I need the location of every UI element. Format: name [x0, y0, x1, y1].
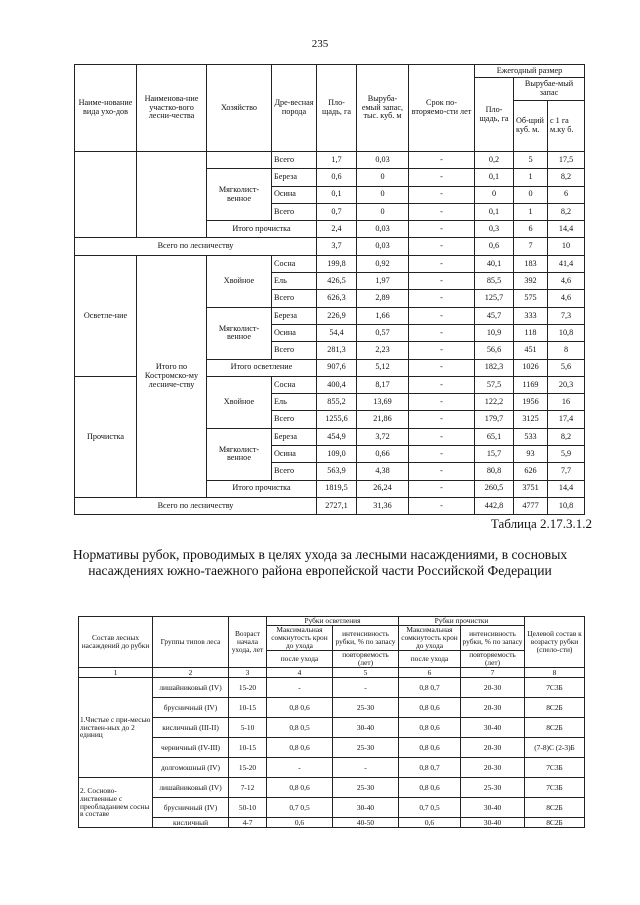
cell: 563,9 [317, 463, 357, 480]
cell: Осина [272, 324, 317, 341]
cell: - [409, 186, 475, 203]
cell: Всего [272, 411, 317, 428]
cell: лишайниковый (IV) [153, 778, 229, 798]
cell: 13,69 [357, 394, 409, 411]
cell: Итого прочистка [207, 480, 317, 497]
cell: 1956 [514, 394, 548, 411]
cell: 30-40 [333, 798, 399, 818]
cell: Всего [272, 152, 317, 169]
header-osvetlenie: Рубки осветления [267, 617, 399, 626]
cell: 1255,6 [317, 411, 357, 428]
cell: 426,5 [317, 273, 357, 290]
cell: 4,6 [548, 290, 585, 307]
cell: 3,7 [317, 238, 357, 255]
header-farm: Хозяйство [207, 65, 272, 152]
cell: 0,03 [357, 152, 409, 169]
cell: 7,7 [548, 463, 585, 480]
cell: 14,4 [548, 480, 585, 497]
header-type: Наиме-нование вида ухо-дов [75, 65, 137, 152]
cell: долгомошный (IV) [153, 758, 229, 778]
cell: 626,3 [317, 290, 357, 307]
header-volume: Выруба-емый запас, тыс. куб. м [357, 65, 409, 152]
header-species: Дре-весная порода [272, 65, 317, 152]
cell: - [409, 169, 475, 186]
cell: 65,1 [475, 428, 514, 445]
cell: 10,8 [548, 324, 585, 341]
cell: - [409, 238, 475, 255]
header-annual-volume: Вырубае-мый запас [514, 78, 585, 101]
cell: 451 [514, 342, 548, 359]
cell: 199,8 [317, 255, 357, 272]
cell: 8С2Б [525, 798, 585, 818]
cell: 93 [514, 446, 548, 463]
cell: 0,8 0,6 [267, 778, 333, 798]
cell: 0,92 [357, 255, 409, 272]
table-row [79, 798, 585, 818]
cell: - [409, 221, 475, 238]
cell: - [409, 376, 475, 393]
cell: 6 [548, 186, 585, 203]
cell: 400,4 [317, 376, 357, 393]
cell: 7,3 [548, 307, 585, 324]
cell: 45,7 [475, 307, 514, 324]
cell: черничный (IV-III) [153, 738, 229, 758]
cell: 0,6 [475, 238, 514, 255]
cell: 454,9 [317, 428, 357, 445]
group-2-label: 2. Сосново-лиственные с преобладанием сосны в составе [79, 778, 153, 828]
cell: 0 [357, 203, 409, 220]
cell: 0,2 [475, 152, 514, 169]
cell: Хвойное [207, 255, 272, 307]
cell: 3,72 [357, 428, 409, 445]
cell: 281,3 [317, 342, 357, 359]
cell: 25-30 [333, 698, 399, 718]
header-total-m3: Об-щий куб. м. [514, 101, 548, 152]
cell: 8С2Б [525, 818, 585, 828]
cell: 0 [357, 169, 409, 186]
table-row [79, 698, 585, 718]
header-max-density-2: Максимальная сомкнутость крон до ухода [399, 626, 461, 651]
cell: 182,3 [475, 359, 514, 376]
cell: 30-40 [333, 718, 399, 738]
cell: 54,4 [317, 324, 357, 341]
cell: Осветле-ние [75, 255, 137, 376]
table-row [79, 778, 585, 798]
cell: 1,97 [357, 273, 409, 290]
header-after-1: после ухода [267, 651, 333, 668]
cell: кисличный (III-II) [153, 718, 229, 738]
cell: 15-20 [229, 678, 267, 698]
group-1-label: 1.Чистые с при-месью листвен-ных до 2 единиц [79, 678, 153, 778]
cell: 41,4 [548, 255, 585, 272]
table-title: Нормативы рубок, проводимых в целях ухода за лесными насаждениями, в сосновых насаждениях южно-таежного района европейской части Российской Федерации [72, 547, 568, 579]
cell: 17,4 [548, 411, 585, 428]
cell: Всего [272, 342, 317, 359]
cell: 8,2 [548, 169, 585, 186]
col-number: 7 [461, 668, 525, 678]
table-row [75, 238, 585, 255]
cell: 5,12 [357, 359, 409, 376]
cell: - [409, 273, 475, 290]
cell: Итого осветление [207, 359, 317, 376]
header-max-density-1: Максимальная сомкнутость крон до ухода [267, 626, 333, 651]
cell: лишайниковый (IV) [153, 678, 229, 698]
header-forest-type: Группы типов леса [153, 617, 229, 668]
cell: - [409, 446, 475, 463]
col-number: 4 [267, 668, 333, 678]
cell: 8,17 [357, 376, 409, 393]
cell: Мягколист-венное [207, 428, 272, 480]
cell: 7С3Б [525, 678, 585, 698]
cell: 575 [514, 290, 548, 307]
cell: 85,5 [475, 273, 514, 290]
cell: 30-40 [461, 718, 525, 738]
col-number: 2 [153, 668, 229, 678]
cell: 30-40 [461, 818, 525, 828]
cell: 25-30 [333, 738, 399, 758]
col-number: 6 [399, 668, 461, 678]
cell: 1 [514, 203, 548, 220]
cell: 57,5 [475, 376, 514, 393]
cell: 4-7 [229, 818, 267, 828]
cell: 0,1 [317, 186, 357, 203]
header-term: Срок по-вторяемо-сти лет [409, 65, 475, 152]
cell: 8С2Б [525, 698, 585, 718]
cell: 0,03 [357, 238, 409, 255]
cell: 2,23 [357, 342, 409, 359]
cell: 25-30 [461, 778, 525, 798]
cell: 0 [475, 186, 514, 203]
cell: Итого по Костромско-му лесниче-ству [137, 255, 207, 497]
cell: (7-8)С (2-3)Б [525, 738, 585, 758]
cell: 7С3Б [525, 758, 585, 778]
cell: Осина [272, 446, 317, 463]
header-annual: Ежегодный размер [475, 65, 585, 78]
cell: 442,8 [475, 497, 514, 514]
cell: 8,2 [548, 203, 585, 220]
cell: - [409, 203, 475, 220]
cell: 20-30 [461, 738, 525, 758]
table-row [75, 255, 585, 272]
table-row [79, 738, 585, 758]
cell: 0,8 0,6 [267, 698, 333, 718]
page-number: 235 [311, 38, 329, 50]
cell: 40,1 [475, 255, 514, 272]
header-prochistka: Рубки прочистки [399, 617, 525, 626]
cell: 855,2 [317, 394, 357, 411]
header-square: Пло-щадь, га [317, 65, 357, 152]
header-start-age: Возраст начала ухода, лет [229, 617, 267, 668]
cell: 0,7 [317, 203, 357, 220]
cell: 15-20 [229, 758, 267, 778]
col-number: 3 [229, 668, 267, 678]
cell: 31,36 [357, 497, 409, 514]
cell: 0,8 0,6 [399, 698, 461, 718]
norms-table [78, 616, 585, 828]
cell: Мягколист-венное [207, 307, 272, 359]
cell: - [409, 359, 475, 376]
cell: 20-30 [461, 758, 525, 778]
cell: 0,8 0,7 [399, 678, 461, 698]
cell: 7С3Б [525, 778, 585, 798]
cell: 0,1 [475, 169, 514, 186]
header-annual-area: Пло-щадь, га [475, 78, 514, 152]
cell: Сосна [272, 255, 317, 272]
cell: 0,57 [357, 324, 409, 341]
cell: - [409, 463, 475, 480]
header-intensity-2: интенсивность рубки, % по запасу [461, 626, 525, 651]
cell: 80,8 [475, 463, 514, 480]
cell: 626 [514, 463, 548, 480]
cell: 122,2 [475, 394, 514, 411]
cell: Всего [272, 290, 317, 307]
cell: 0,66 [357, 446, 409, 463]
col-number: 1 [79, 668, 153, 678]
cell: - [409, 480, 475, 497]
cell: 2,4 [317, 221, 357, 238]
table-caption: Таблица 2.17.3.1.2 [490, 516, 592, 531]
cell: 20-30 [461, 698, 525, 718]
cell: 1169 [514, 376, 548, 393]
cell: 10-15 [229, 738, 267, 758]
header-after-2: после ухода [399, 651, 461, 668]
cell: 260,5 [475, 480, 514, 497]
cell: Осина [272, 186, 317, 203]
cell: - [409, 497, 475, 514]
cell: - [409, 394, 475, 411]
cell: 907,6 [317, 359, 357, 376]
table-row [79, 758, 585, 778]
cell: 0,8 0,7 [399, 758, 461, 778]
cell: Береза [272, 169, 317, 186]
cell: - [267, 678, 333, 698]
cell: 20-30 [461, 678, 525, 698]
cell: 0,7 0,5 [267, 798, 333, 818]
cell: 2727,1 [317, 497, 357, 514]
header-target: Целевой состав к возрасту рубки (спело-сти) [525, 617, 585, 668]
cell: 125,7 [475, 290, 514, 307]
cell: - [267, 758, 333, 778]
cell: 0 [514, 186, 548, 203]
cell: 10-15 [229, 698, 267, 718]
cell: 0,6 [317, 169, 357, 186]
cell: 179,7 [475, 411, 514, 428]
header-repeat-2: повторяемость (лет) [461, 651, 525, 668]
cell: - [333, 678, 399, 698]
cell: 1 [514, 169, 548, 186]
cell: 0,8 0,6 [399, 778, 461, 798]
cell: 21,86 [357, 411, 409, 428]
cell: 533 [514, 428, 548, 445]
cell: 1,66 [357, 307, 409, 324]
cell: 4,6 [548, 273, 585, 290]
cell: Всего [272, 203, 317, 220]
cell: 50-10 [229, 798, 267, 818]
cell: 109,0 [317, 446, 357, 463]
cell: 3751 [514, 480, 548, 497]
cell: Береза [272, 428, 317, 445]
cell: Ель [272, 273, 317, 290]
cell: Ель [272, 394, 317, 411]
cell: - [333, 758, 399, 778]
cell: 0,6 [267, 818, 333, 828]
cell: - [409, 290, 475, 307]
cell: 8,2 [548, 428, 585, 445]
cell: Береза [272, 307, 317, 324]
header-per-ha: с 1 га м.ку б. [548, 101, 585, 152]
cell: 25-30 [333, 778, 399, 798]
cell: 10,8 [548, 497, 585, 514]
cell: 30-40 [461, 798, 525, 818]
cell: 16 [548, 394, 585, 411]
cell: - [409, 324, 475, 341]
cell: Всего по лесничеству [75, 238, 317, 255]
cell: 392 [514, 273, 548, 290]
cell: 5 [514, 152, 548, 169]
cuttings-table [74, 64, 585, 515]
cell: 1819,5 [317, 480, 357, 497]
cell: 17,5 [548, 152, 585, 169]
cell: 0,8 0,6 [399, 718, 461, 738]
cell: 15,7 [475, 446, 514, 463]
cell: 333 [514, 307, 548, 324]
cell: 40-50 [333, 818, 399, 828]
cell: 1026 [514, 359, 548, 376]
cell: - [409, 411, 475, 428]
table-row [75, 497, 585, 514]
cell: 183 [514, 255, 548, 272]
cell: 7-12 [229, 778, 267, 798]
cell: 0,3 [475, 221, 514, 238]
cell: - [409, 342, 475, 359]
cell: 4,38 [357, 463, 409, 480]
cell: Всего [272, 463, 317, 480]
cell [137, 152, 207, 238]
cell: 0,6 [399, 818, 461, 828]
cell: 56,6 [475, 342, 514, 359]
cell: 8 [548, 342, 585, 359]
cell: 4777 [514, 497, 548, 514]
table-row [79, 718, 585, 738]
cell: Мягколист-венное [207, 169, 272, 221]
cell: 14,4 [548, 221, 585, 238]
header-repeat-1: повторяемость (лет) [333, 651, 399, 668]
cell: Всего по лесничеству [75, 497, 317, 514]
cell: 5,6 [548, 359, 585, 376]
cell: - [409, 428, 475, 445]
cell: - [409, 152, 475, 169]
cell: Итого прочистка [207, 221, 317, 238]
cell [207, 152, 272, 169]
cell: 20,3 [548, 376, 585, 393]
cell: 0,8 0,6 [399, 738, 461, 758]
cell: 10,9 [475, 324, 514, 341]
cell: 1,7 [317, 152, 357, 169]
cell: 5,9 [548, 446, 585, 463]
cell: Прочистка [75, 376, 137, 497]
cell: кисличный [153, 818, 229, 828]
table-row [79, 818, 585, 828]
cell: 2,89 [357, 290, 409, 307]
cell: брусничный (IV) [153, 798, 229, 818]
cell: 7 [514, 238, 548, 255]
cell: 6 [514, 221, 548, 238]
cell: 5-10 [229, 718, 267, 738]
col-number: 5 [333, 668, 399, 678]
table-row [75, 152, 585, 169]
cell: 0,8 0,5 [267, 718, 333, 738]
col-number: 8 [525, 668, 585, 678]
header-composition: Состав лесных насаждений до рубки [79, 617, 153, 668]
cell: 0,03 [357, 221, 409, 238]
cell: 0 [357, 186, 409, 203]
cell: Сосна [272, 376, 317, 393]
cell: 0,1 [475, 203, 514, 220]
header-intensity-1: интенсивность рубки, % по запасу [333, 626, 399, 651]
cell [75, 152, 137, 238]
cell: - [409, 307, 475, 324]
cell: 226,9 [317, 307, 357, 324]
cell: Хвойное [207, 376, 272, 428]
cell: 0,8 0,6 [267, 738, 333, 758]
table-row [79, 678, 585, 698]
cell: 8С2Б [525, 718, 585, 738]
cell: 26,24 [357, 480, 409, 497]
header-area: Наименова-ние участко-вого лесни-чества [137, 65, 207, 152]
cell: 118 [514, 324, 548, 341]
cell: - [409, 255, 475, 272]
cell: 10 [548, 238, 585, 255]
cell: 0,7 0,5 [399, 798, 461, 818]
cell: брусничный (IV) [153, 698, 229, 718]
cell: 3125 [514, 411, 548, 428]
